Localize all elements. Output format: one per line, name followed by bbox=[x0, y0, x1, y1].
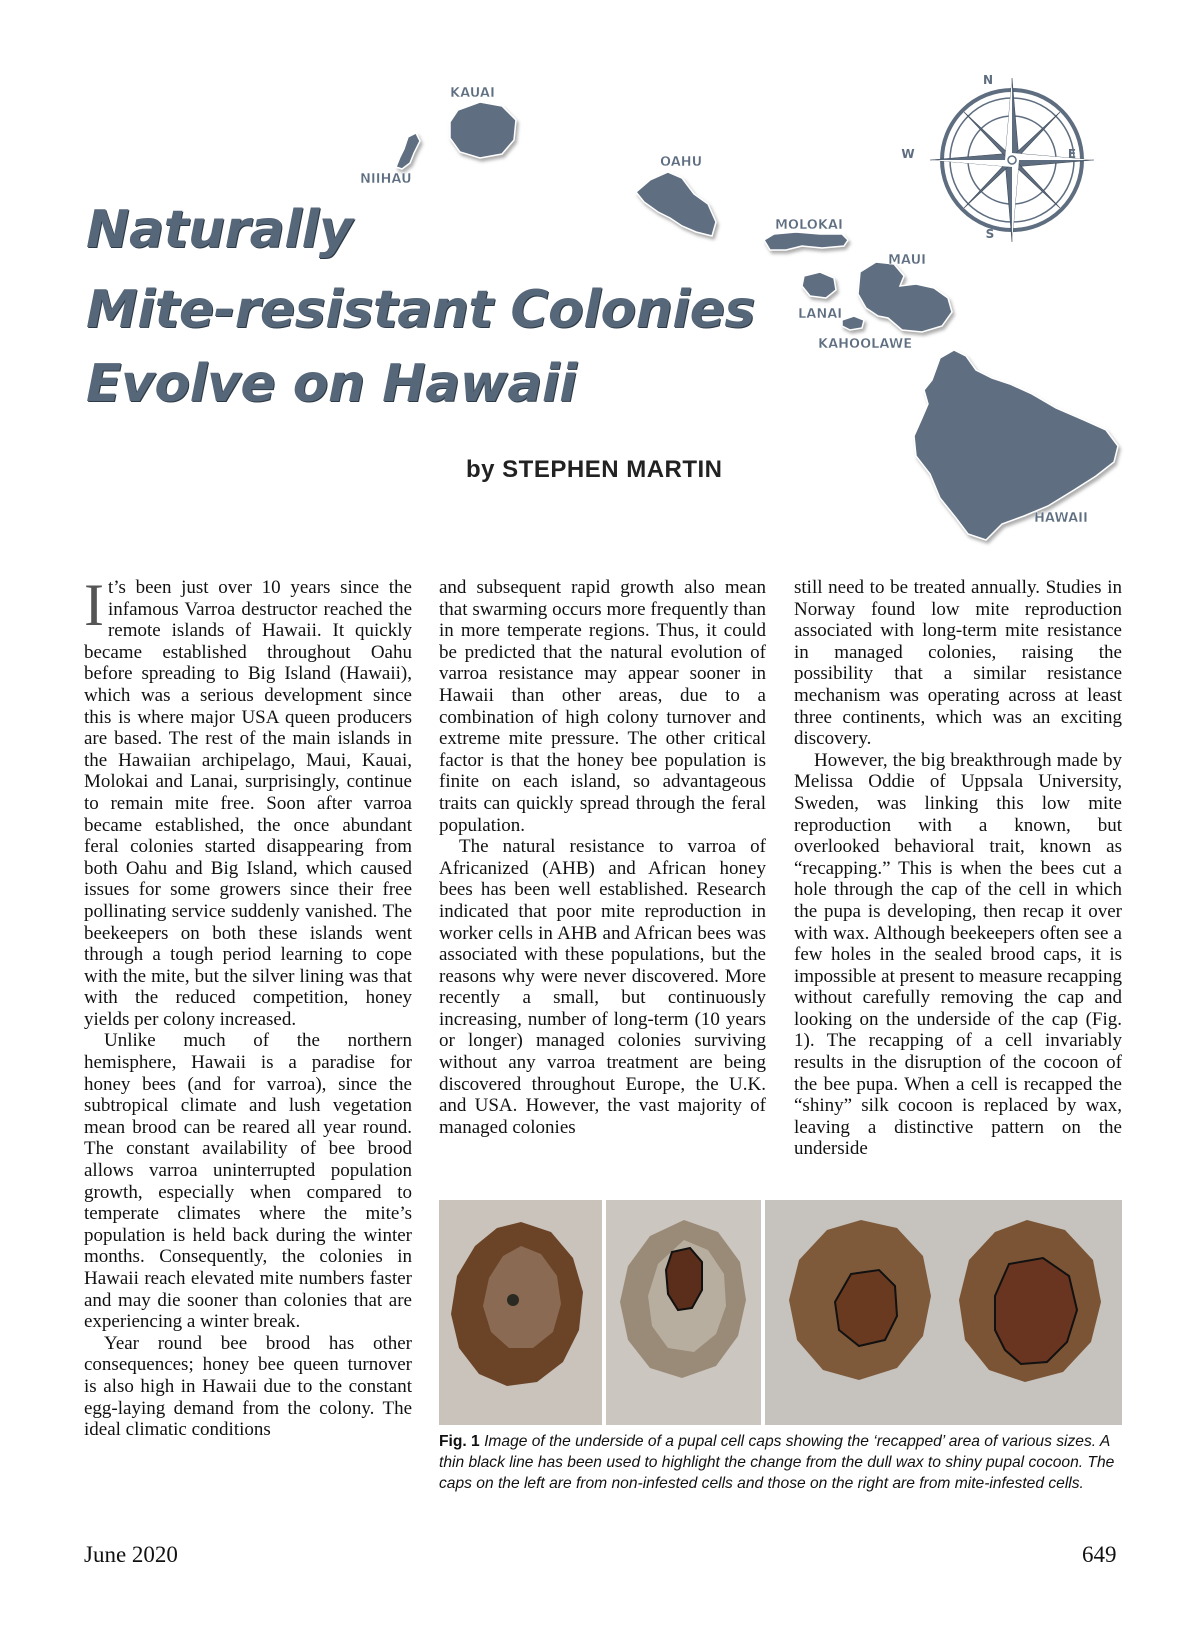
compass-rose-icon bbox=[901, 73, 1094, 242]
figure-label: Fig. 1 bbox=[439, 1433, 480, 1450]
caption-text: Image of the underside of a pupal cell caps showing the ‘recapped’ area of various sizes. A thin black line has been used to highlight the change from the dull wax to shiny pupal cocoon. The caps on the left are from non-infested cells and those on the right are from mite-infested cells. bbox=[439, 1433, 1115, 1492]
oahu-island bbox=[636, 172, 716, 236]
kahoolawe-island bbox=[842, 316, 864, 330]
footer-page-number: 649 bbox=[1082, 1542, 1117, 1567]
label-niihau: NIIHAU bbox=[360, 172, 412, 187]
photo-caps-3-4 bbox=[765, 1200, 1122, 1425]
molokai-island bbox=[764, 232, 848, 250]
paragraph: Unlike much of the northern hemisphere, Hawaii is a paradise for honey bees (and for varroa), since the subtropical climate and lush vegetation mean brood can be reared all year round. The constant availability of bee brood allows varroa uninterrupted population growth, especially when compared to temperate climates where the mite’s population is held back during the winter months. Consequently, the colonies in Hawaii reach elevated mite numbers faster and may die sooner than colonies that are experiencing a winter break. bbox=[84, 1030, 412, 1333]
photo-cap-2 bbox=[606, 1200, 761, 1425]
paragraph: The natural resistance to varroa of Africanized (AHB) and African honey bees has been well established. Research indicated that poor mite reproduction in worker cells in AHB and African bees was associated with these populations, but the reasons why were never discovered. More recently a small, but continuously increasing, number of long-term (10 years or longer) managed colonies surviving without any varroa treatment are being discovered throughout Europe, the U.K. and USA. However, the vast majority of managed colonies bbox=[439, 836, 766, 1138]
paragraph: However, the big breakthrough made by Melissa Oddie of Uppsala University, Sweden, was linking this low mite reproduction with a known, but overlooked behavioral trait, known as “recapping.” This is when the bees cut a hole through the cap of the cell in which the pupa is developing, then recap it over with wax. Although beekeepers often see a few holes in the sealed brood caps, it is impossible at present to measure recapping without carefully removing the cap and looking on the underside of the cap (Fig. 1). The recapping of a cell invariably results in the disruption of the cocoon of the bee pupa. When a cell is recapped the “shiny” silk cocoon is replaced by wax, leaving a distinctive pattern on the underside bbox=[794, 749, 1122, 1160]
label-hawaii: HAWAII bbox=[1034, 511, 1088, 526]
paragraph: still need to be treated annually. Studies in Norway found low mite reproduction associated with long-term mite resistance in managed colonies, raising the possibility that a similar resistance mechanism was operating across at least three continents, which was an exciting discovery. bbox=[794, 577, 1122, 750]
lanai-island bbox=[802, 272, 836, 298]
figure-1-caption bbox=[439, 1431, 1122, 1494]
label-maui: MAUI bbox=[888, 253, 926, 268]
paragraph: and subsequent rapid growth also mean that swarming occurs more frequently than in more temperate regions. Thus, it could be predicted that the natural evolution of varroa resistance may appear sooner in Hawaii than other areas, due to a combination of high colony turnover and extreme mite pressure. The other critical factor is that the honey bee population is finite on each island, so advantageous traits can quickly spread through the feral population. bbox=[439, 577, 766, 836]
kauai-island bbox=[450, 102, 516, 158]
compass-w: W bbox=[901, 147, 915, 161]
paragraph: Year round bee brood has other consequences; honey bee queen turnover is also high in Hawaii due to the constant egg-laying demand from the colony. The ideal climatic conditions bbox=[84, 1332, 412, 1441]
label-lanai: LANAI bbox=[798, 307, 843, 322]
compass-s: S bbox=[985, 227, 995, 241]
label-kahoolawe: KAHOOLAWE bbox=[818, 337, 913, 352]
column-1 bbox=[84, 572, 412, 1441]
column-3 bbox=[794, 577, 1122, 1160]
compass-e: E bbox=[1067, 147, 1077, 161]
title-line-1: Naturally bbox=[86, 200, 353, 260]
figure-1-photos bbox=[439, 1200, 1122, 1425]
maui-island bbox=[858, 262, 952, 332]
title-line-2: Mite-resistant Colonies bbox=[86, 280, 755, 340]
column-2 bbox=[439, 577, 766, 1138]
compass-n: N bbox=[982, 73, 994, 87]
paragraph-text: t’s been just over 10 years since the infamous Varroa destructor reached the remote islands of Hawaii. It quickly became established throughout Oahu before spreading to Big Island (Hawaii), which was a serious development since this is where major USA queen producers are based. The rest of the main islands in the Hawaiian archipelago, Maui, Kauai, Molokai and Lanai, surprisingly, continue to remain mite free. Soon after varroa became established, the once abundant feral colonies started disappearing from both Oahu and Big Island, which caused issues for some growers since their free pollinating service suddenly vanished. The beekeepers on both these islands went through a tough period learning to cope with the mite, but the silver lining was that with the reduced competition, honey yields per colony increased. bbox=[84, 577, 412, 1030]
label-oahu: OAHU bbox=[660, 155, 703, 170]
drop-cap: I bbox=[84, 572, 104, 638]
niihau-island bbox=[396, 133, 420, 169]
paragraph bbox=[84, 572, 412, 1030]
label-molokai: MOLOKAI bbox=[775, 218, 843, 233]
photo-cap-1 bbox=[439, 1200, 602, 1425]
byline: by STEPHEN MARTIN bbox=[466, 456, 723, 483]
title-line-3: Evolve on Hawaii bbox=[86, 354, 577, 414]
footer-issue-date: June 2020 bbox=[84, 1542, 178, 1567]
label-kauai: KAUAI bbox=[450, 86, 495, 101]
